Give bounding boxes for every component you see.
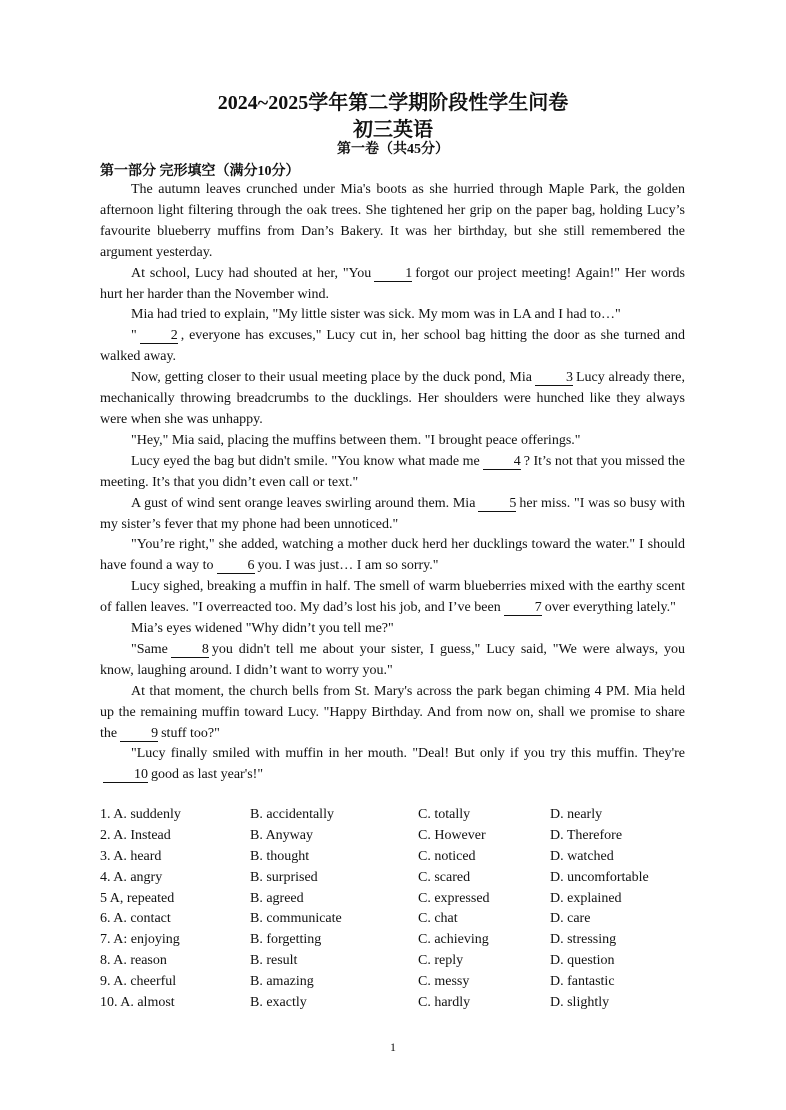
option-c: C. reply: [418, 953, 464, 969]
cloze-blank: 6: [217, 558, 255, 574]
option-d: D. question: [550, 953, 615, 969]
paragraph: Mia’s eyes widened "Why didn’t you tell me?": [131, 621, 394, 637]
cloze-blank: 9: [120, 726, 158, 742]
option-c: C. noticed: [418, 848, 476, 864]
option-c: C. totally: [418, 807, 471, 822]
answer-options: [100, 807, 700, 1016]
cloze-blank: 3: [535, 370, 573, 386]
paragraph: "You’re right," she added, watching a mother duck herd her ducklings toward the water." I should have found a way to 6 you. I was just… I am so sorry.": [100, 537, 685, 574]
cloze-passage: [100, 180, 685, 786]
option-c: C. messy: [418, 974, 470, 990]
option-a: 3. A. heard: [100, 848, 162, 864]
option-d: D. slightly: [550, 995, 610, 1011]
option-b: B. thought: [250, 848, 310, 864]
option-row: [100, 932, 700, 953]
option-b: B. agreed: [250, 890, 304, 906]
paragraph: Mia had tried to explain, "My little sister was sick. My mom was in LA and I had to…": [131, 307, 621, 323]
option-a: 9. A. cheerful: [100, 974, 177, 990]
option-a: 8. A. reason: [100, 953, 167, 969]
volume-heading: 第一卷（共45分）: [337, 142, 449, 157]
option-d: D. stressing: [550, 932, 617, 948]
paragraph: "Hey," Mia said, placing the muffins between them. "I brought peace offerings.": [131, 432, 581, 448]
subject-title: 初三英语: [353, 119, 433, 141]
exam-title: 2024~2025学年第二学期阶段性学生问卷: [217, 92, 569, 114]
option-a: 4. A. angry: [100, 869, 163, 885]
section-heading: 第一部分 完形填空（满分10分）: [100, 164, 300, 179]
option-row: [100, 828, 700, 849]
option-b: B. communicate: [250, 911, 342, 927]
option-d: D. uncomfortable: [550, 869, 649, 885]
paragraph: Now, getting closer to their usual meeting place by the duck pond, Mia 3 Lucy already there, mechanically throwing breadcrumbs to the ducklings. Her shoulders were hunched like they always were when she was unhappy.: [100, 370, 685, 427]
paragraph: The autumn leaves crunched under Mia's boots as she hurried through Maple Park, the golden afternoon light filtering through the oak trees. She tightened her grip on the paper bag, holding Lucy’s favourite blueberry muffins from Dan’s Bakery. It was her birthday, but she still remembered the argument yesterday.: [100, 182, 685, 260]
cloze-blank: 5: [478, 496, 516, 512]
option-row: [100, 953, 700, 974]
option-d: D. care: [550, 911, 591, 927]
option-row: [100, 849, 700, 870]
option-a: 7. A: enjoying: [100, 932, 180, 948]
page-number: 1: [390, 1040, 396, 1054]
cloze-blank: 1: [374, 266, 412, 282]
option-row: [100, 891, 700, 912]
option-b: B. amazing: [250, 974, 314, 990]
option-c: C. However: [418, 827, 486, 843]
option-b: B. result: [250, 953, 298, 969]
option-b: B. Anyway: [250, 827, 313, 843]
paragraph: Lucy sighed, breaking a muffin in half. The smell of warm blueberries mixed with the earthy scent of fallen leaves. "I overreacted too. My dad’s lost his job, and I’ve been 7 over everything lately.": [100, 579, 685, 616]
option-c: C. achieving: [418, 932, 489, 948]
option-a: 5 A, repeated: [100, 890, 175, 906]
option-row: [100, 870, 700, 891]
option-d: D. Therefore: [550, 827, 623, 843]
option-c: C. scared: [418, 869, 471, 885]
option-a: 1. A. suddenly: [100, 807, 181, 822]
option-b: B. exactly: [250, 995, 307, 1011]
option-a: 10. A. almost: [100, 995, 175, 1011]
option-d: D. watched: [550, 848, 614, 864]
cloze-blank: 2: [140, 328, 178, 344]
cloze-blank: 4: [483, 454, 521, 470]
paragraph: At that moment, the church bells from St. Mary's across the park began chiming 4 PM. Mia held up the remaining muffin toward Lucy. "Happy Birthday. And from now on, shall we promise to share the 9 stuff too?": [100, 683, 685, 741]
option-c: C. expressed: [418, 890, 490, 906]
option-d: D. nearly: [550, 807, 603, 822]
option-a: 6. A. contact: [100, 911, 171, 927]
paragraph: "Lucy finally smiled with muffin in her mouth. "Deal! But only if you try this muffin. They're10 good as last year's!": [100, 744, 685, 786]
option-c: C. chat: [418, 911, 458, 927]
option-b: B. accidentally: [250, 807, 334, 822]
option-row: [100, 807, 700, 828]
paragraph: "Same 8 you didn't tell me about your sister, I guess," Lucy said, "We were always, you know, laughing around. I didn’t want to worry you.": [100, 641, 685, 678]
option-b: B. forgetting: [250, 932, 322, 948]
option-a: 2. A. Instead: [100, 827, 171, 843]
paragraph: Lucy eyed the bag but didn't smile. "You know what made me 4 ? It’s not that you missed the meeting. It’s that you didn’t even call or text.": [100, 453, 686, 490]
option-row: [100, 995, 700, 1016]
option-d: D. explained: [550, 890, 622, 906]
paragraph: A gust of wind sent orange leaves swirling around them. Mia 5 her miss. "I was so busy with my sister’s fever that my phone had been unnoticed.": [100, 495, 685, 532]
paragraph: At school, Lucy had shouted at her, "You 1 forgot our project meeting! Again!" Her words hurt her harder than the November wind.: [100, 265, 685, 302]
option-b: B. surprised: [250, 869, 318, 885]
paragraph: " 2 , everyone has excuses," Lucy cut in, her school bag hitting the door as she turned and walked away.: [100, 328, 685, 365]
cloze-blank: 10: [103, 767, 148, 783]
cloze-blank: 8: [171, 642, 209, 658]
option-row: [100, 974, 700, 995]
option-d: D. fantastic: [550, 974, 615, 990]
cloze-blank: 7: [504, 600, 542, 616]
option-c: C. hardly: [418, 995, 471, 1011]
option-row: [100, 911, 700, 932]
